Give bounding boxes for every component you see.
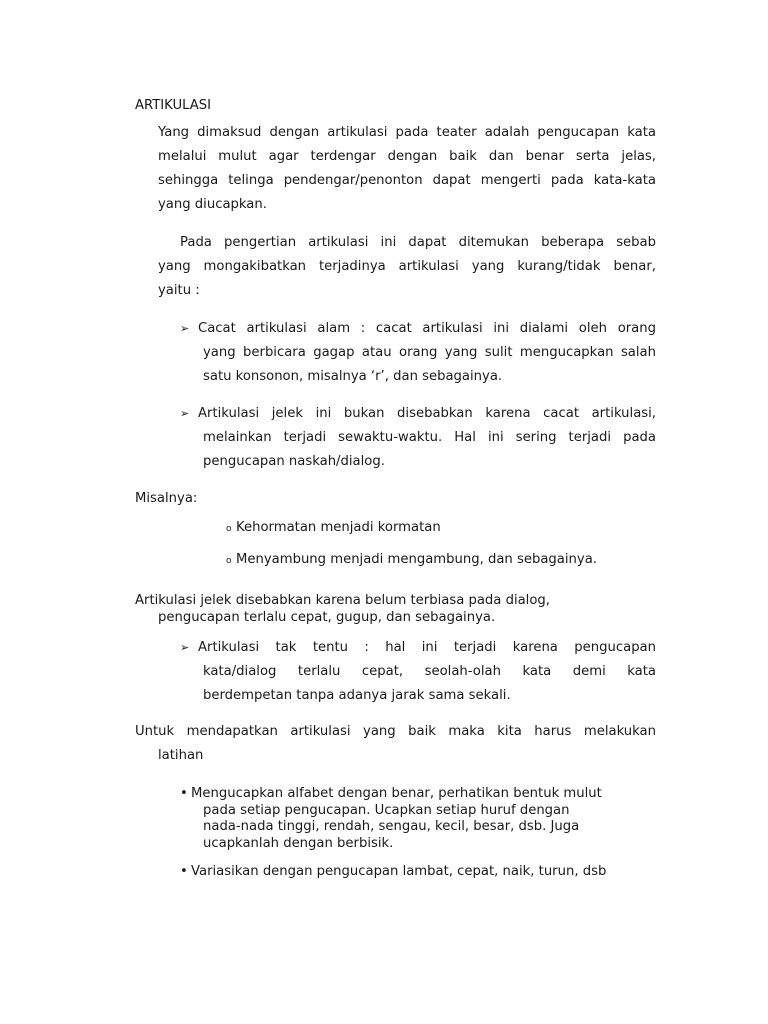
item-line: pengucapan naskah/dialog.: [203, 454, 385, 469]
practice-paragraph: [135, 720, 656, 768]
bullet-list-item: [180, 860, 606, 884]
page-title: ARTIKULASI: [135, 98, 212, 113]
paragraph-line: Untuk mendapatkan artikulasi yang baik maka kita harus melakukan: [135, 724, 656, 739]
paragraph-line: latihan: [158, 748, 204, 763]
item-line: berdempetan tanpa adanya jarak sama sekali.: [203, 688, 511, 703]
reason-paragraph: [135, 593, 550, 626]
bullet-dot-icon: •: [180, 864, 188, 879]
item-line: ➢ Artikulasi jelek ini bukan disebabkan karena cacat artikulasi,: [180, 402, 656, 426]
paragraph-line: yang mongakibatkan terjadinya artikulasi yang kurang/tidak benar,: [158, 259, 656, 274]
item-line: yang berbicara gagap atau orang yang sulit mengucapkan salah: [203, 345, 656, 360]
cause-paragraph: [158, 231, 656, 303]
item-line: kata/dialog terlalu cepat, seolah-olah kata demi kata: [203, 664, 656, 679]
arrow-bullet-icon: ➢: [180, 322, 190, 335]
circle-bullet-icon: o: [226, 524, 232, 534]
bullet-dot-icon: •: [180, 786, 188, 801]
item-line: melainkan terjadi sewaktu-waktu. Hal ini sering terjadi pada: [203, 430, 656, 445]
item-line: satu konsonon, misalnya ‘r’, dan sebagainya.: [203, 369, 503, 384]
arrow-bullet-icon: ➢: [180, 407, 190, 420]
paragraph-line: Artikulasi jelek disebabkan karena belum terbiasa pada dialog,: [135, 593, 550, 608]
item-line: pada setiap pengucapan. Ucapkan setiap huruf dengan: [203, 802, 570, 818]
item-line: ucapkanlah dengan berbisik.: [203, 835, 394, 851]
item-line: nada-nada tinggi, rendah, sengau, kecil, besar, dsb. Juga: [203, 819, 580, 834]
item-line: • Mengucapkan alfabet dengan benar, perhatikan bentuk mulut: [180, 786, 602, 801]
paragraph-line: Pada pengertian artikulasi ini dapat ditemukan beberapa sebab: [180, 235, 656, 250]
paragraph-line: Yang dimaksud dengan artikulasi pada teater adalah pengucapan kata: [158, 125, 656, 140]
example-item: o Menyambung menjadi mengambung, dan sebagainya.: [226, 548, 597, 572]
item-line: ➢ Artikulasi tak tentu : hal ini terjadi karena pengucapan: [180, 636, 656, 660]
paragraph-line: sehingga telinga pendengar/penonton dapat mengerti pada kata-kata: [158, 173, 656, 188]
example-item: o Kehormatan menjadi kormatan: [226, 516, 597, 540]
arrow-list-item: [180, 636, 656, 708]
intro-paragraph: [158, 121, 656, 217]
arrow-list-item: [180, 317, 656, 389]
paragraph-line: pengucapan terlalu cepat, gugup, dan sebagainya.: [158, 609, 496, 625]
circle-bullet-icon: o: [226, 556, 232, 566]
paragraph-line: yang diucapkan.: [158, 197, 267, 212]
arrow-bullet-icon: ➢: [180, 641, 190, 654]
paragraph-line: yaitu :: [158, 283, 200, 298]
item-line: ➢ Cacat artikulasi alam : cacat artikulasi ini dialami oleh orang: [180, 317, 656, 341]
paragraph-line: melalui mulut agar terdengar dengan baik dan benar serta jelas,: [158, 149, 656, 164]
misalnya-label: Misalnya:: [135, 491, 198, 506]
bullet-list-item: [180, 786, 602, 852]
arrow-list-item: [180, 402, 656, 474]
example-list: [226, 516, 597, 572]
item-line: • Variasikan dengan pengucapan lambat, cepat, naik, turun, dsb: [180, 860, 606, 884]
